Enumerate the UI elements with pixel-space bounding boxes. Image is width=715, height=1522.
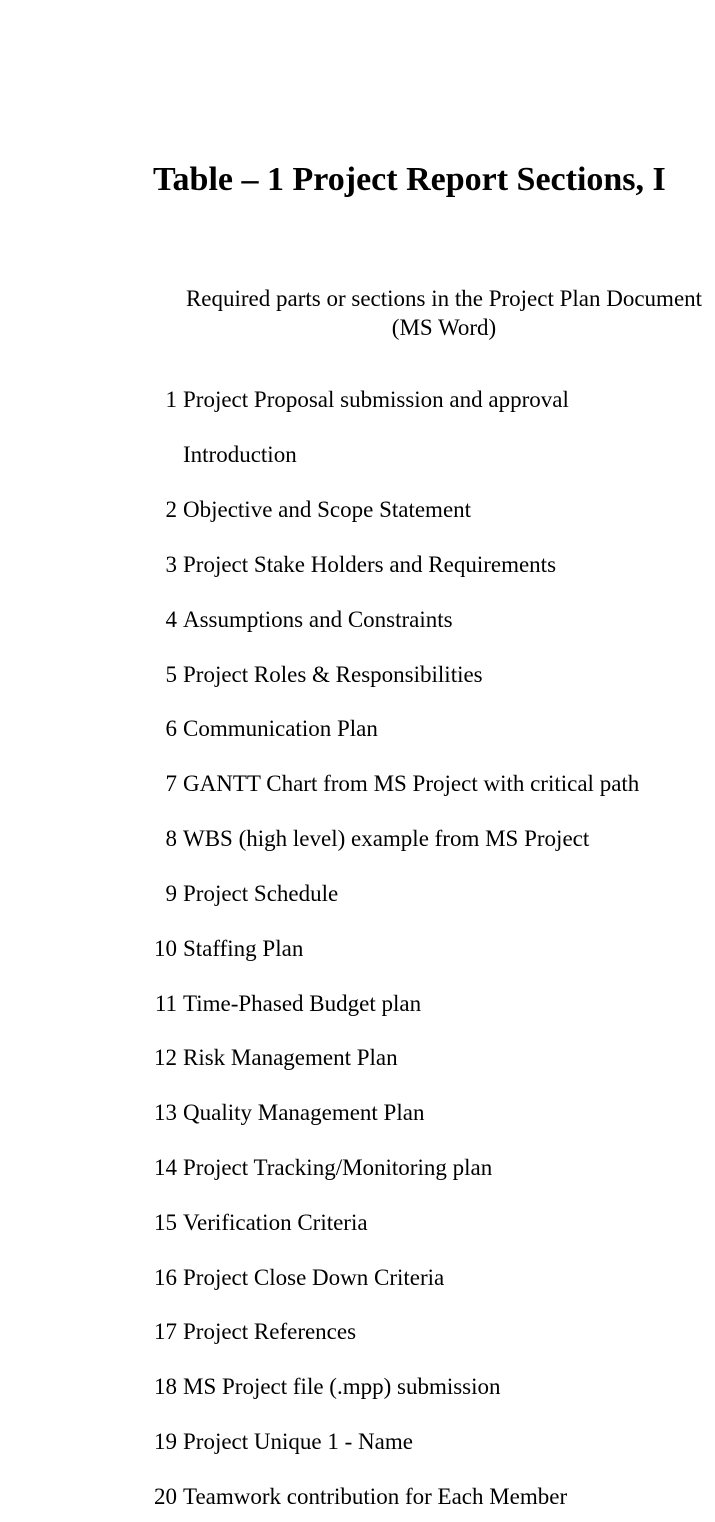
list-item: [150, 1031, 639, 1086]
row-label: WBS (high level) example from MS Project: [183, 826, 590, 852]
row-number: 6: [165, 716, 177, 742]
list-item: [150, 1250, 639, 1305]
row-number: 17: [154, 1319, 177, 1345]
list-item: [150, 976, 639, 1031]
list-item: [150, 1141, 639, 1196]
list-item: [150, 1360, 639, 1415]
section-list: [150, 373, 639, 1522]
row-label: Project Close Down Criteria: [183, 1264, 445, 1290]
row-label: Project Roles & Responsibilities: [183, 661, 483, 687]
row-number: 20: [154, 1483, 177, 1509]
row-label: GANTT Chart from MS Project with critical path: [183, 771, 640, 797]
row-number: 15: [154, 1209, 177, 1235]
row-number: 10: [154, 935, 177, 961]
list-item: [150, 428, 639, 483]
row-number: 3: [165, 551, 177, 577]
row-label: Project Schedule: [183, 880, 339, 906]
row-number: 14: [154, 1155, 177, 1180]
row-label: Introduction: [183, 442, 297, 468]
row-label: Project Stake Holders and Requirements: [183, 551, 557, 577]
row-number: 11: [154, 990, 177, 1016]
row-label: Time-Phased Budget plan: [183, 990, 422, 1016]
row-label: Staffing Plan: [183, 935, 304, 961]
column-header: Required parts or sections in the Project Plan Document (MS Word): [185, 286, 703, 340]
row-label: Objective and Scope Statement: [183, 497, 472, 523]
row-label: Communication Plan: [183, 716, 378, 742]
list-item: [150, 1086, 639, 1141]
list-item: [150, 812, 639, 867]
row-label: MS Project file (.mpp) submission: [183, 1374, 501, 1400]
row-number: 16: [154, 1264, 177, 1290]
list-item: [150, 592, 639, 647]
list-item: [150, 537, 639, 592]
list-item: [150, 1470, 639, 1522]
row-label: Project Unique 1 - Name: [183, 1429, 413, 1455]
list-item: [150, 757, 639, 812]
row-number: 8: [165, 826, 177, 852]
row-label: Risk Management Plan: [183, 1045, 398, 1071]
row-label: Assumptions and Constraints: [183, 606, 453, 632]
row-number: 12: [154, 1045, 177, 1071]
list-item: [150, 921, 639, 976]
list-item: [150, 1305, 639, 1360]
list-item: [150, 866, 639, 921]
list-item: [150, 1195, 639, 1250]
row-label: Project Tracking/Monitoring plan: [183, 1155, 493, 1180]
row-number: 2: [165, 497, 177, 523]
row-label: Quality Management Plan: [183, 1100, 425, 1126]
list-item: [150, 483, 639, 538]
row-number: 4: [165, 606, 177, 632]
row-number: 5: [165, 661, 177, 687]
row-label: Project Proposal submission and approval: [183, 387, 569, 413]
row-label: Teamwork contribution for Each Member: [183, 1483, 568, 1509]
list-item: [150, 647, 639, 702]
row-number: 9: [165, 880, 177, 906]
list-item: [150, 702, 639, 757]
document-title: Table – 1 Project Report Sections, I: [153, 161, 666, 198]
row-label: Verification Criteria: [183, 1209, 368, 1235]
row-number: 19: [154, 1429, 177, 1455]
list-item: [150, 1415, 639, 1470]
row-number: 18: [154, 1374, 177, 1400]
row-number: 1: [165, 387, 177, 413]
row-label: Project References: [183, 1319, 357, 1345]
row-number: 13: [154, 1100, 177, 1126]
row-number: 7: [165, 771, 177, 797]
list-item: [150, 373, 639, 428]
